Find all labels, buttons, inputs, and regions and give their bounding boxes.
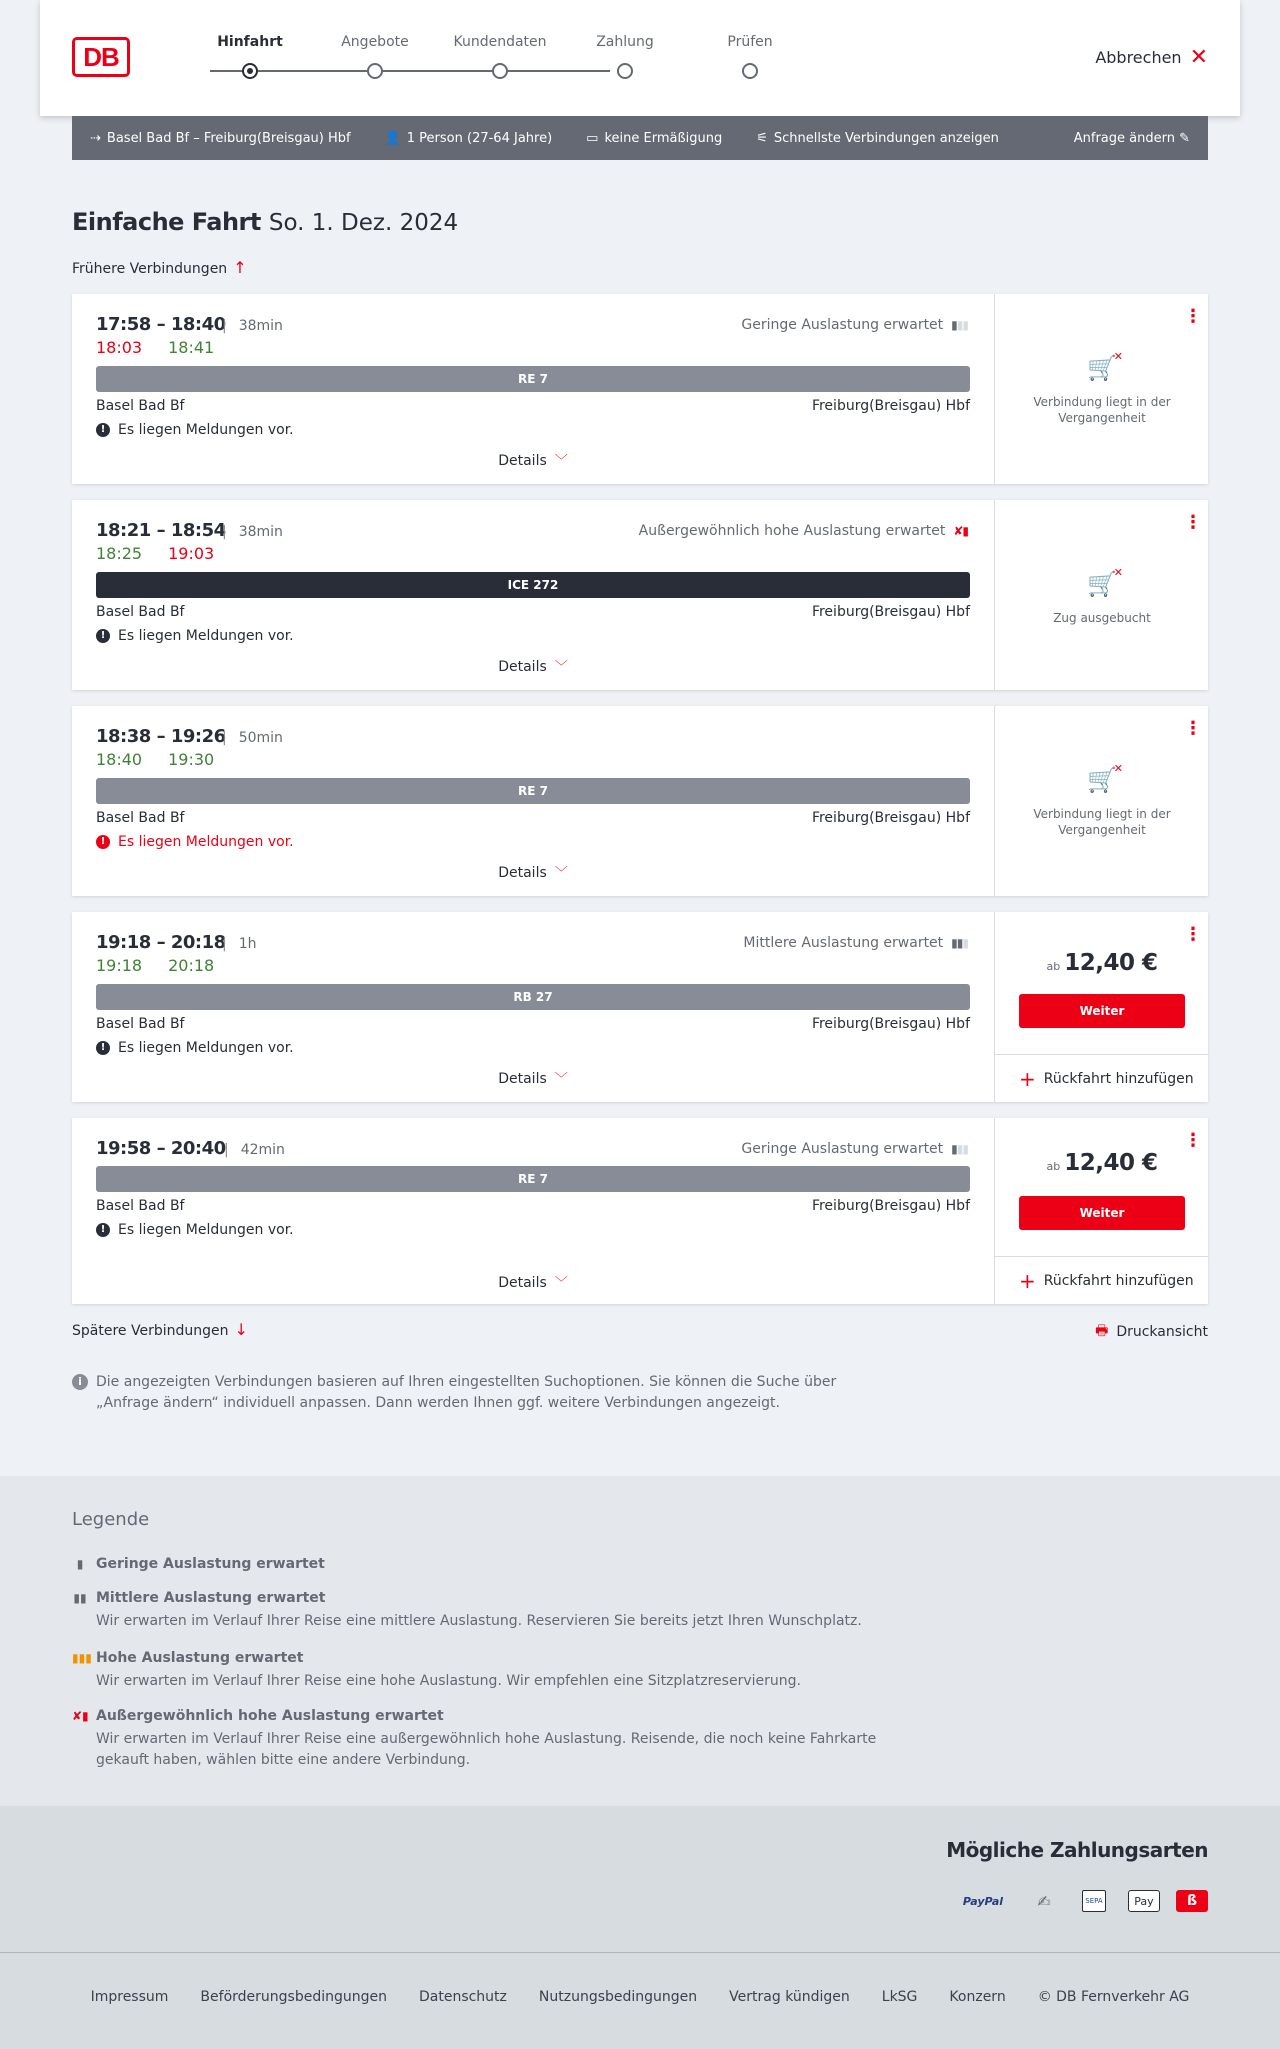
step-label: Prüfen [727,34,773,50]
legend-title-text: Geringe Auslastung erwartet [96,1556,325,1572]
fastest-text: Schnellste Verbindungen anzeigen [773,130,999,146]
price-prefix: ab [1046,1160,1061,1173]
footer-link[interactable]: Datenschutz [418,1989,507,2005]
step-label: Zahlung [596,34,654,50]
trip-type: Einfache Fahrt [72,208,261,236]
more-options-icon[interactable]: ⋮ [1184,1130,1202,1151]
more-options-icon[interactable]: ⋮ [1184,512,1202,533]
legend-item-title [72,1650,892,1666]
footer-link[interactable]: Vertrag kündigen [729,1989,850,2005]
unavailable-text: Verbindung liegt in der Vergangenheit [1033,395,1171,425]
scheduled-times: 19:58 – 20:40 [96,1138,226,1159]
connection-main [72,706,994,896]
credit-card-icon: ✍ [1037,1891,1051,1911]
more-options-icon[interactable]: ⋮ [1184,306,1202,327]
duration: | 42min [224,1142,285,1158]
unavailable-notice [995,762,1209,838]
legend-item-title [72,1590,892,1606]
earlier-label: Frühere Verbindungen [72,261,228,277]
arrival-station: Freiburg(Breisgau) Hbf [811,1198,970,1214]
edit-query-label: Anfrage ändern [1073,130,1175,146]
footer [0,1952,1280,2049]
details-label: Details [498,1071,547,1087]
exceptional-load-icon: ✘▮ [953,524,968,538]
unavailable-notice [995,566,1209,626]
print-view-link[interactable] [1095,1320,1208,1344]
page-title [72,208,458,236]
unavailable-text: Verbindung liegt in der Vergangenheit [1033,807,1171,837]
chevron-down-icon: ﹀ [554,866,568,881]
card-icon: ▭ [586,130,599,146]
footer-link[interactable]: Beförderungsbedingungen [200,1989,387,2005]
legend-item [72,1650,892,1692]
legend-item-title [72,1708,892,1724]
load-text: Geringe Auslastung erwartet [741,317,944,333]
price-prefix: ab [1046,960,1061,973]
paypal-label: PayPal [962,1894,1004,1908]
details-toggle[interactable] [72,862,994,881]
footer-link[interactable]: Nutzungsbedingungen [538,1989,698,2005]
scheduled-times: 18:38 – 19:26 [96,726,226,747]
price [995,1150,1209,1176]
train-bar[interactable]: RE 7 [96,778,970,804]
add-return-trip-button[interactable] [995,1054,1209,1102]
step-dot [242,63,258,79]
legend-description: Wir erwarten im Verlauf Ihrer Reise eine außergewöhnlich hohe Auslastung. Reisende, die noch keine Fahrkarte gekauft haben, wählen bitte eine andere Verbindung. [96,1731,877,1768]
details-label: Details [498,659,547,675]
details-toggle[interactable] [72,1068,994,1087]
sepa-label: SEPA [1085,1897,1103,1905]
more-options-icon[interactable]: ⋮ [1184,718,1202,739]
passenger-summary [385,131,553,146]
chevron-down-icon: ﹀ [554,1276,568,1291]
cross-icon: ✕ [1113,566,1123,579]
details-label: Details [498,865,547,881]
load-indicator[interactable] [741,1141,968,1157]
realtime-departure: 19:18 [96,956,143,975]
connection-card[interactable] [72,1118,1208,1304]
train-bar[interactable]: RB 27 [96,984,970,1010]
arrival-station: Freiburg(Breisgau) Hbf [811,1016,970,1032]
legend-item [72,1556,892,1572]
cross-icon: ✕ [1113,350,1123,363]
low-load-icon: ▮ [76,1557,84,1571]
connection-main [72,1118,994,1304]
load-text: Geringe Auslastung erwartet [741,1141,944,1157]
details-toggle[interactable] [72,1272,994,1291]
close-icon: ✕ [1189,44,1208,70]
unavailable-text: Zug ausgebucht [1053,611,1151,625]
medium-load-icon: ▮▮▮ [951,936,968,950]
departure-station: Basel Bad Bf [96,1016,185,1032]
messages-text: Es liegen Meldungen vor. [118,628,294,644]
apple-pay-label: Pay [1134,1894,1154,1908]
chevron-down-icon: ﹀ [554,454,568,469]
legend-title-text: Mittlere Auslastung erwartet [96,1590,326,1606]
cancel-button[interactable] [1095,44,1208,70]
header [40,0,1240,116]
realtime-arrival: 19:30 [168,750,215,769]
cancel-label: Abbrechen [1095,48,1182,67]
connection-card[interactable] [72,912,1208,1102]
realtime-arrival: 18:41 [168,338,215,357]
footer-link: © DB Fernverkehr AG [1037,1989,1190,2005]
footer-link[interactable]: Konzern [949,1989,1006,2005]
legend-section [0,1476,1280,1806]
step-label: Hinfahrt [217,34,283,50]
load-indicator[interactable] [639,523,968,539]
info-text: Die angezeigten Verbindungen basieren auf Ihren eingestellten Suchoptionen. Sie können die Suche über „Anfrage ändern“ individuell anpassen. Dann werden Ihnen ggf. weitere Verbindungen angezeigt. [96,1374,837,1411]
later-connections-link[interactable] [72,1320,248,1339]
alert-icon: ! [96,423,110,437]
connection-card[interactable] [72,500,1208,690]
discount-text: keine Ermäßigung [604,130,723,146]
price [995,950,1209,976]
arrival-station: Freiburg(Breisgau) Hbf [811,810,970,826]
plus-icon: + [1019,1066,1036,1091]
messages-text: Es liegen Meldungen vor. [118,422,294,438]
footer-link[interactable]: LkSG [881,1989,918,2005]
connection-main [72,912,994,1102]
departure-station: Basel Bad Bf [96,810,185,826]
continue-button[interactable]: Weiter [1019,994,1185,1028]
departure-station: Basel Bad Bf [96,1198,185,1214]
connection-card[interactable] [72,706,1208,896]
fastest-connections-option [756,131,999,146]
progress-steps [160,34,773,84]
footer-links [0,1989,1280,2005]
realtime-departure: 18:25 [96,544,143,563]
more-options-icon[interactable]: ⋮ [1184,924,1202,945]
info-icon: i [72,1374,88,1390]
passenger-text: 1 Person (27-64 Jahre) [406,130,553,146]
plus-icon: + [1019,1268,1036,1293]
load-text: Mittlere Auslastung erwartet [743,935,944,951]
low-load-icon: ▮▮▮ [951,1142,968,1156]
alert-icon: ! [96,1041,110,1055]
apple-pay-icon [1128,1890,1160,1912]
step-dot [742,63,758,79]
legend-item [72,1590,892,1632]
discount-summary [586,131,722,146]
duration: | 38min [222,524,283,540]
price-value: 12,40 € [1064,1150,1158,1176]
legend-description: Wir erwarten im Verlauf Ihrer Reise eine hohe Auslastung. Wir empfehlen eine Sitzplatzreservierung. [96,1673,801,1689]
train-bar[interactable]: RE 7 [96,1166,970,1192]
payment-title: Mögliche Zahlungsarten [946,1838,1208,1862]
cart-unavailable-icon: 🛒 ✕ [1087,350,1123,382]
add-return-trip-button[interactable] [995,1256,1209,1304]
realtime-times [96,338,240,357]
step-angebote[interactable] [315,34,435,50]
details-label: Details [498,1275,547,1291]
step-hinfahrt[interactable] [190,34,310,50]
step-dot [367,63,383,79]
realtime-times [96,544,240,563]
chevron-down-icon: ﹀ [554,1072,568,1087]
train-bar[interactable]: ICE 272 [96,572,970,598]
arrival-station: Freiburg(Breisgau) Hbf [811,398,970,414]
route-arrow-icon: ⇢ [90,130,101,146]
footer-link[interactable]: Impressum [90,1989,169,2005]
details-toggle[interactable] [72,450,994,469]
exceptional-load-icon: ✘▮ [72,1709,89,1723]
trip-date: So. 1. Dez. 2024 [268,210,459,236]
step-pruefen[interactable] [690,34,810,50]
person-icon: 👤 [384,130,401,146]
later-label: Spätere Verbindungen [72,1323,229,1339]
connection-card[interactable] [72,294,1208,484]
scheduled-times: 19:18 – 20:18 [96,932,226,953]
chevron-down-icon: ﹀ [554,660,568,675]
unavailable-notice [995,350,1209,426]
arrow-up-icon: ↑ [233,258,247,277]
realtime-times [96,956,240,975]
details-label: Details [498,453,547,469]
legend-item-title [72,1556,892,1572]
realtime-departure: 18:40 [96,750,143,769]
duration: | 50min [222,730,283,746]
load-indicator[interactable] [743,935,968,951]
connection-offer [994,912,1208,1102]
route-summary [90,131,351,146]
train-bar[interactable]: RE 7 [96,366,970,392]
scheduled-times: 17:58 – 18:40 [96,314,226,335]
high-load-icon: ▮▮▮ [72,1651,92,1665]
filter-icon: ⚟ [756,130,768,146]
db-logo[interactable]: DB [72,37,130,77]
low-load-icon: ▮▮▮ [951,318,968,332]
add-return-label: Rückfahrt hinzufügen [1043,1070,1194,1087]
connection-main [72,294,994,484]
cart-unavailable-icon: 🛒 ✕ [1087,762,1123,794]
load-text: Außergewöhnlich hohe Auslastung erwartet [638,523,946,539]
realtime-departure: 18:03 [96,338,143,357]
step-dot [492,63,508,79]
messages-text: Es liegen Meldungen vor. [118,1222,294,1238]
connection-offer [994,1118,1208,1304]
progress-line [210,70,610,72]
route-text: Basel Bad Bf – Freiburg(Breisgau) Hbf [106,130,351,146]
messages-text: Es liegen Meldungen vor. [118,834,294,850]
cart-unavailable-icon: 🛒 ✕ [1087,566,1123,598]
continue-button[interactable]: Weiter [1019,1196,1185,1230]
step-label: Kundendaten [453,34,547,50]
paypal-icon [954,1890,1012,1912]
duration: | 1h [222,936,257,952]
payment-methods-section [0,1806,1280,1952]
alert-icon: ! [96,1223,110,1237]
messages-text: Es liegen Meldungen vor. [118,1040,294,1056]
alert-icon: ! [96,629,110,643]
price-value: 12,40 € [1064,950,1158,976]
print-label: Druckansicht [1116,1324,1208,1340]
pencil-icon: ✎ [1179,130,1190,146]
earlier-connections-link[interactable] [72,258,247,277]
connection-main [72,500,994,690]
details-toggle[interactable] [72,656,994,675]
arrival-station: Freiburg(Breisgau) Hbf [811,604,970,620]
legend-title-text: Außergewöhnlich hohe Auslastung erwartet [96,1708,444,1724]
departure-station: Basel Bad Bf [96,604,185,620]
step-zahlung[interactable] [565,34,685,50]
messages-notice[interactable] [96,422,294,438]
connection-offer [994,500,1208,690]
step-label: Angebote [341,34,409,50]
duration: | 38min [222,318,283,334]
legend-item [72,1708,892,1771]
messages-notice[interactable] [96,1040,294,1056]
scheduled-times: 18:21 – 18:54 [96,520,226,541]
step-kundendaten[interactable] [440,34,560,50]
legend-title-text: Hohe Auslastung erwartet [96,1650,304,1666]
db-bonus-icon: ß [1176,1890,1208,1912]
realtime-arrival: 20:18 [168,956,215,975]
edit-query-button[interactable] [1074,131,1190,146]
realtime-arrival: 19:03 [168,544,215,563]
connection-offer [994,706,1208,896]
realtime-times [96,750,240,769]
query-summary-bar [72,116,1208,160]
step-dot [617,63,633,79]
messages-notice[interactable] [96,834,294,850]
search-info-note [72,1372,852,1414]
connection-offer [994,294,1208,484]
messages-notice[interactable] [96,628,294,644]
add-return-label: Rückfahrt hinzufügen [1043,1272,1194,1289]
sepa-icon [1082,1890,1106,1912]
medium-load-icon: ▮▮ [73,1591,87,1605]
messages-notice[interactable] [96,1222,294,1238]
departure-station: Basel Bad Bf [96,398,185,414]
arrow-down-icon: ↓ [234,1320,248,1339]
printer-icon: 🖶 [1095,1323,1109,1339]
load-indicator[interactable] [741,317,968,333]
legend-title: Legende [72,1509,150,1530]
cross-icon: ✕ [1113,762,1123,775]
legend-description: Wir erwarten im Verlauf Ihrer Reise eine mittlere Auslastung. Reservieren Sie bereits jetzt Ihren Wunschplatz. [96,1613,862,1629]
alert-icon: ! [96,835,110,849]
